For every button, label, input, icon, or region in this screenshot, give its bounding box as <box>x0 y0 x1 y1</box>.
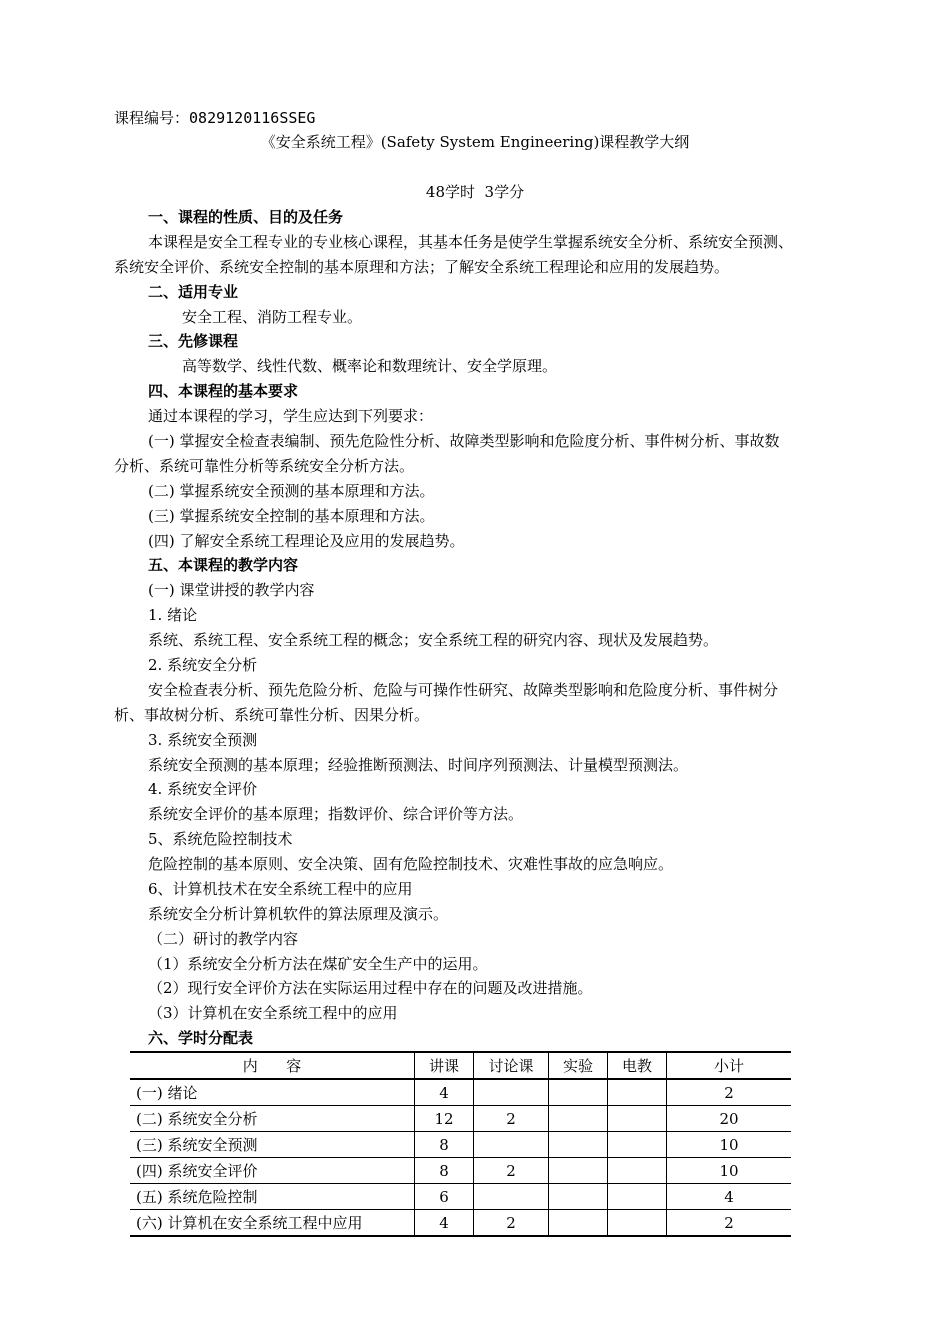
topic-2-text-line-2: 析、事故树分析、系统可靠性分析、因果分析。 <box>114 706 430 724</box>
table-cell: 6 <box>415 1184 474 1210</box>
table-cell <box>474 1079 549 1106</box>
table-cell: 2 <box>474 1106 549 1132</box>
table-row <box>130 1079 791 1106</box>
section-5-sub-1: (一) 课堂讲授的教学内容 <box>148 581 315 599</box>
topic-5-title: 5、系统危险控制技术 <box>148 830 293 848</box>
table-cell: 4 <box>667 1184 792 1210</box>
course-code-line <box>114 108 315 128</box>
topic-5-text: 危险控制的基本原则、安全决策、固有危险控制技术、灾难性事故的应急响应。 <box>148 855 674 873</box>
table-row <box>130 1158 791 1184</box>
course-code-value: 0829120116SSEG <box>189 109 316 127</box>
table-row <box>130 1132 791 1158</box>
table-cell <box>608 1210 667 1237</box>
topic-1-text: 系统、系统工程、安全系统工程的概念；安全系统工程的研究内容、现状及发展趋势。 <box>148 631 719 649</box>
table-cell: (二) 系统安全分析 <box>130 1106 415 1132</box>
table-cell <box>608 1079 667 1106</box>
hours-allocation-table <box>130 1051 791 1237</box>
discussion-2: （2）现行安全评价方法在实际运用过程中存在的问题及改进措施。 <box>148 979 593 997</box>
topic-3-title: 3. 系统安全预测 <box>148 731 258 749</box>
topic-2-text-line-1: 安全检查表分析、预先危险分析、危险与可操作性研究、故障类型影响和危险度分析、事件树分 <box>148 681 779 699</box>
section-4-intro: 通过本课程的学习，学生应达到下列要求： <box>148 407 434 425</box>
section-2-text: 安全工程、消防工程专业。 <box>182 308 363 326</box>
section-1-text-line-1: 本课程是安全工程专业的专业核心课程，其基本任务是使学生掌握系统安全分析、系统安全预测、 <box>148 233 794 251</box>
table-cell <box>608 1184 667 1210</box>
table-cell: (三) 系统安全预测 <box>130 1132 415 1158</box>
table-cell: (五) 系统危险控制 <box>130 1184 415 1210</box>
table-cell <box>549 1210 608 1237</box>
table-cell <box>549 1106 608 1132</box>
section-5-heading: 五、本课程的教学内容 <box>148 556 299 574</box>
table-cell: (一) 绪论 <box>130 1079 415 1106</box>
section-6-heading: 六、学时分配表 <box>148 1029 254 1047</box>
table-cell: 2 <box>667 1210 792 1237</box>
col-header-multimedia: 电教 <box>608 1052 667 1079</box>
table-cell: 4 <box>415 1079 474 1106</box>
table-cell: 20 <box>667 1106 792 1132</box>
table-cell <box>608 1106 667 1132</box>
table-cell: 10 <box>667 1132 792 1158</box>
table-cell <box>608 1158 667 1184</box>
section-2-heading: 二、适用专业 <box>148 283 239 301</box>
col-header-lecture: 讲课 <box>415 1052 474 1079</box>
hours-credits: 48学时 3学分 <box>425 183 525 201</box>
table-cell: 8 <box>415 1132 474 1158</box>
requirement-1-line-1: (一) 掌握安全检查表编制、预先危险性分析、故障类型影响和危险度分析、事件树分析、事故数 <box>148 432 780 450</box>
table-cell <box>549 1132 608 1158</box>
table-header-row <box>130 1052 791 1079</box>
discussion-1: （1）系统安全分析方法在煤矿安全生产中的运用。 <box>148 955 488 973</box>
topic-3-text: 系统安全预测的基本原理；经验推断预测法、时间序列预测法、计量模型预测法。 <box>148 756 689 774</box>
topic-6-title: 6、计算机技术在安全系统工程中的应用 <box>148 880 413 898</box>
requirement-4: (四) 了解安全系统工程理论及应用的发展趋势。 <box>148 532 465 550</box>
table-cell: 8 <box>415 1158 474 1184</box>
table-cell: (六) 计算机在安全系统工程中应用 <box>130 1210 415 1237</box>
col-header-lab: 实验 <box>549 1052 608 1079</box>
section-3-text: 高等数学、线性代数、概率论和数理统计、安全学原理。 <box>182 357 558 375</box>
table-row <box>130 1106 791 1132</box>
table-row <box>130 1210 791 1237</box>
table-cell: (四) 系统安全评价 <box>130 1158 415 1184</box>
table-row <box>130 1184 791 1210</box>
section-5-sub-2: （二）研讨的教学内容 <box>148 930 299 948</box>
requirement-3: (三) 掌握系统安全控制的基本原理和方法。 <box>148 507 435 525</box>
table-cell: 2 <box>474 1210 549 1237</box>
table-cell <box>474 1132 549 1158</box>
table-cell: 2 <box>474 1158 549 1184</box>
topic-4-text: 系统安全评价的基本原理；指数评价、综合评价等方法。 <box>148 805 524 823</box>
topic-2-title: 2. 系统安全分析 <box>148 656 258 674</box>
topic-4-title: 4. 系统安全评价 <box>148 780 258 798</box>
col-header-subtotal: 小计 <box>667 1052 792 1079</box>
section-4-heading: 四、本课程的基本要求 <box>148 382 299 400</box>
table-cell: 10 <box>667 1158 792 1184</box>
discussion-3: （3）计算机在安全系统工程中的应用 <box>148 1004 398 1022</box>
topic-1-title: 1. 绪论 <box>148 606 198 624</box>
table-cell <box>549 1158 608 1184</box>
course-code-label: 课程编号： <box>114 109 190 127</box>
section-1-heading: 一、课程的性质、目的及任务 <box>148 208 344 226</box>
col-header-discussion: 讨论课 <box>474 1052 549 1079</box>
table-cell: 4 <box>415 1210 474 1237</box>
table-cell <box>549 1184 608 1210</box>
section-1-text-line-2: 系统安全评价、系统安全控制的基本原理和方法；了解安全系统工程理论和应用的发展趋势。 <box>114 258 730 276</box>
table-cell <box>474 1184 549 1210</box>
topic-6-text: 系统安全分析计算机软件的算法原理及演示。 <box>148 905 449 923</box>
col-header-content: 内 容 <box>130 1052 415 1079</box>
table-cell: 2 <box>667 1079 792 1106</box>
section-3-heading: 三、先修课程 <box>148 332 239 350</box>
requirement-2: (二) 掌握系统安全预测的基本原理和方法。 <box>148 482 435 500</box>
table-cell: 12 <box>415 1106 474 1132</box>
document-title: 《安全系统工程》(Safety System Engineering)课程教学大纲 <box>260 133 690 151</box>
table-cell <box>549 1079 608 1106</box>
requirement-1-line-2: 分析、系统可靠性分析等系统安全分析方法。 <box>114 457 415 475</box>
table-cell <box>608 1132 667 1158</box>
